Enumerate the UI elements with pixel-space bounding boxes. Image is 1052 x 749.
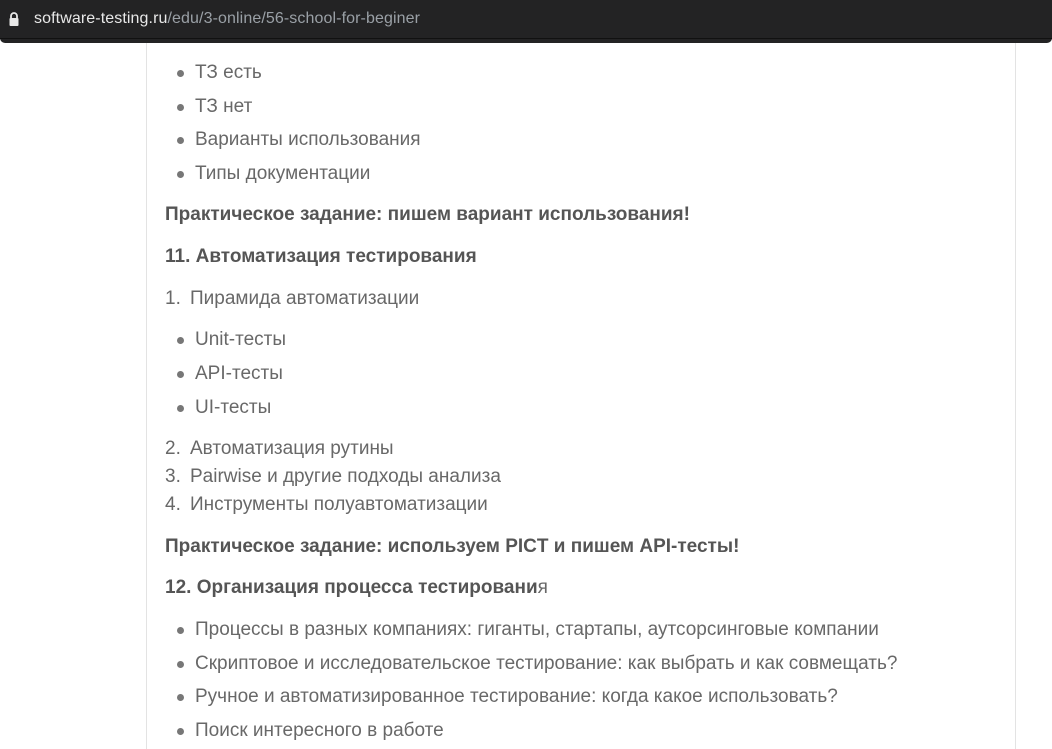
bullet [177,371,184,378]
item-number: 1. [165,288,181,309]
bullet [177,661,184,668]
item-number: 4. [165,494,181,515]
list-item: Варианты использования [195,129,421,150]
list-item: Типы документации [195,163,371,184]
list-item: Процессы в разных компаниях: гиганты, стартапы, аутсорсинговые компании [195,619,879,640]
url-domain: software-testing.ru [34,10,168,27]
numbered-item [165,437,394,461]
bullet [177,171,184,178]
section-heading-bold: 12. Организация процесса тестировани [165,577,538,598]
section-heading: 11. Автоматизация тестирования [165,246,477,267]
list-item: Unit-тесты [195,329,287,350]
url-path: /edu/3-online/56-school-for-beginer [167,10,421,27]
bullet [177,70,184,77]
numbered-item [165,493,488,517]
url-text[interactable] [34,8,420,30]
bullet [177,405,184,412]
item-text: Инструменты полуавтоматизации [190,494,488,515]
item-text: Автоматизация рутины [190,438,394,459]
list-item: API-тесты [195,363,283,384]
item-number: 3. [165,466,181,487]
numbered-item [165,287,419,311]
bullet [177,337,184,344]
list-item: ТЗ нет [195,96,253,117]
practice-heading: Практическое задание: пишем вариант использования! [165,204,690,225]
address-bar[interactable] [0,0,1052,39]
numbered-item [165,465,501,489]
practice-heading: Практическое задание: используем PICT и пишем API-тесты! [165,536,740,557]
bullet [177,728,184,735]
section-heading-tail: я [537,577,548,598]
bullet [177,694,184,701]
item-text: Pairwise и другие подходы анализа [190,466,501,487]
bullet [177,627,184,634]
lock-icon [8,11,20,27]
bullet [177,137,184,144]
list-item: Поиск интересного в работе [195,720,444,741]
list-item: Ручное и автоматизированное тестирование: когда какое использовать? [195,686,838,707]
bullet [177,104,184,111]
section-heading [165,576,548,600]
list-item: UI-тесты [195,397,272,418]
list-item: Скриптовое и исследовательское тестирование: как выбрать и как совмещать? [195,653,898,674]
list-item: ТЗ есть [195,62,262,83]
article-content [146,38,1016,749]
item-number: 2. [165,438,181,459]
item-text: Пирамида автоматизации [190,288,420,309]
